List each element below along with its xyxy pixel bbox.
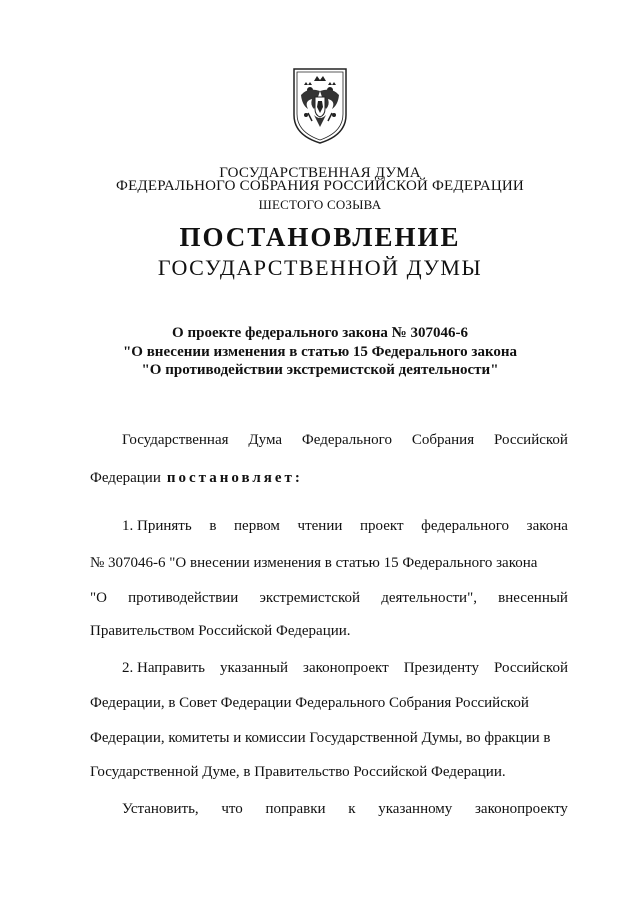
word: чтении (297, 518, 343, 534)
word: в (209, 518, 217, 534)
word: первом (234, 518, 280, 534)
paragraph-4-line-1 (122, 801, 568, 818)
bill-title-line-2: "О внесении изменения в статью 15 Федерального закона (122, 344, 518, 360)
word: Государственная (122, 432, 229, 448)
word: экстремистской (259, 590, 361, 606)
document-title: ПОСТАНОВЛЕНИЕ (179, 222, 461, 252)
word: что (221, 801, 243, 817)
word: поправки (265, 801, 326, 817)
word: законопроект (303, 660, 389, 676)
word: 2. Направить (122, 660, 205, 676)
paragraph-1-line-1 (122, 432, 568, 449)
word: Федерального (301, 432, 392, 448)
word: Российской (494, 432, 568, 448)
paragraph-3-line-4: Государственной Думе, в Правительство Российской Федерации. (90, 764, 506, 780)
word: проект (360, 518, 404, 534)
word: Установить, (122, 801, 199, 817)
word: указанный (220, 660, 288, 676)
header-line-2: ФЕДЕРАЛЬНОГО СОБРАНИЯ РОССИЙСКОЙ ФЕДЕРАЦИИ (116, 178, 524, 194)
word: Собрания (411, 432, 475, 448)
word: законопроекту (474, 801, 568, 817)
word: "О (90, 590, 107, 606)
bill-title-line-3: "О противодействии экстремистской деятельности" (141, 362, 499, 378)
paragraph-1-line-2 (90, 470, 568, 487)
word: указанному (378, 801, 453, 817)
word: деятельности", (381, 590, 477, 606)
paragraph-2-line-2: № 307046-6 "О внесении изменения в статью 15 Федерального закона (90, 555, 538, 571)
paragraph-2-line-3 (90, 590, 568, 607)
word: Президенту (403, 660, 480, 676)
word: Российской (494, 660, 568, 676)
document-subtitle: ГОСУДАРСТВЕННОЙ ДУМЫ (157, 255, 483, 280)
word: Дума (248, 432, 283, 448)
header-line-3: ШЕСТОГО СОЗЫВА (258, 197, 382, 212)
paragraph-3-line-1 (122, 660, 568, 677)
word: 1. Принять (122, 518, 192, 534)
word: закона (526, 518, 568, 534)
coat-of-arms-emblem (290, 65, 350, 145)
header-line-1: ГОСУДАРСТВЕННАЯ ДУМА (219, 165, 421, 181)
paragraph-3-line-2: Федерации, в Совет Федерации Федерального Собрания Российской (90, 695, 529, 711)
word: федерального (421, 518, 510, 534)
word: противодействии (128, 590, 239, 606)
spaced-decree-word: постановляет: (166, 470, 303, 486)
paragraph-2-line-1 (122, 518, 568, 535)
word: к (348, 801, 356, 817)
paragraph-3-line-3: Федерации, комитеты и комиссии Государственной Думы, во фракции в (90, 730, 551, 746)
word: внесенный (498, 590, 568, 606)
text: Федерации (90, 470, 161, 486)
paragraph-2-line-4: Правительством Российской Федерации. (90, 623, 351, 639)
bill-title-line-1: О проекте федерального закона № 307046-6 (172, 325, 468, 341)
